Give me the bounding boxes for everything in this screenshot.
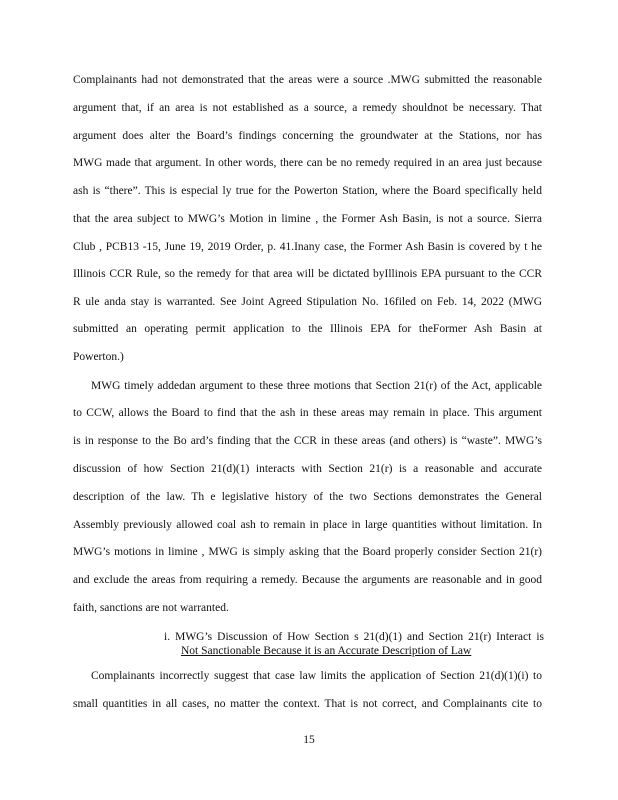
body-text-line: Club , PCB13 -15, June 19, 2019 Order, p. 41.Inany case, the Former Ash Basin is covered by t he — [73, 241, 542, 253]
body-text-line: Complainants had not demonstrated that the areas were a source .MWG submitted the reasonable — [73, 74, 542, 86]
body-text-line: discussion of how Section 21(d)(1) interacts with Section 21(r) is a reasonable and accurate — [73, 463, 542, 475]
body-text-line: R ule anda stay is warranted. See Joint Agreed Stipulation No. 16filed on Feb. 14, 2022 (MWG — [73, 296, 542, 308]
body-text-line: and exclude the areas from requiring a remedy. Because the arguments are reasonable and in good — [73, 574, 542, 586]
body-text-line: MWG’s motions in limine , MWG is simply asking that the Board properly consider Section 21(r) — [73, 546, 542, 558]
section-heading: i. MWG’s Discussion of How Section s 21(d)(1) and Section 21(r) Interact is — [164, 631, 544, 643]
body-text-line: to CCW, allows the Board to find that the ash in these areas may remain in place. This argument — [73, 407, 542, 419]
body-text-line: faith, sanctions are not warranted. — [73, 602, 229, 614]
body-text-line: is in response to the Bo ard’s finding that the CCR in these areas (and others) is “waste”. MWG’s — [73, 435, 542, 447]
page-number: 15 — [303, 734, 315, 746]
body-text-line: Assembly previously allowed coal ash to remain in place in large quantities without limitation. In — [73, 519, 542, 531]
body-text-line: that the area subject to MWG’s Motion in limine , the Former Ash Basin, is not a source. Sierra — [73, 213, 542, 225]
body-text-line: Illinois CCR Rule, so the remedy for that area will be dictated byIllinois EPA pursuant to the CCR — [73, 268, 542, 280]
body-text-line: submitted an operating permit application to the Illinois EPA for theFormer Ash Basin at — [73, 323, 542, 335]
body-text-line: description of the law. Th e legislative history of the two Sections demonstrates the General — [73, 491, 542, 503]
body-text-line: argument does alter the Board’s findings concerning the groundwater at the Stations, nor has — [73, 130, 542, 142]
body-text-line: ash is “there”. This is especial ly true for the Powerton Station, where the Board specifically held — [73, 185, 542, 197]
body-text-line: Powerton.) — [73, 351, 124, 363]
section-heading-underlined: Not Sanctionable Because it is an Accurate Description of Law — [181, 645, 472, 657]
body-text-line: MWG made that argument. In other words, there can be no remedy required in an area just because — [73, 157, 542, 169]
body-text-line: MWG timely addedan argument to these three motions that Section 21(r) of the Act, applicable — [91, 380, 542, 392]
body-text-line: Complainants incorrectly suggest that case law limits the application of Section 21(d)(1)(i) to — [91, 670, 542, 682]
body-text-line: small quantities in all cases, no matter the context. That is not correct, and Complainants cite to — [73, 698, 542, 710]
body-text-line: argument that, if an area is not established as a source, a remedy shouldnot be necessary. That — [73, 102, 542, 114]
